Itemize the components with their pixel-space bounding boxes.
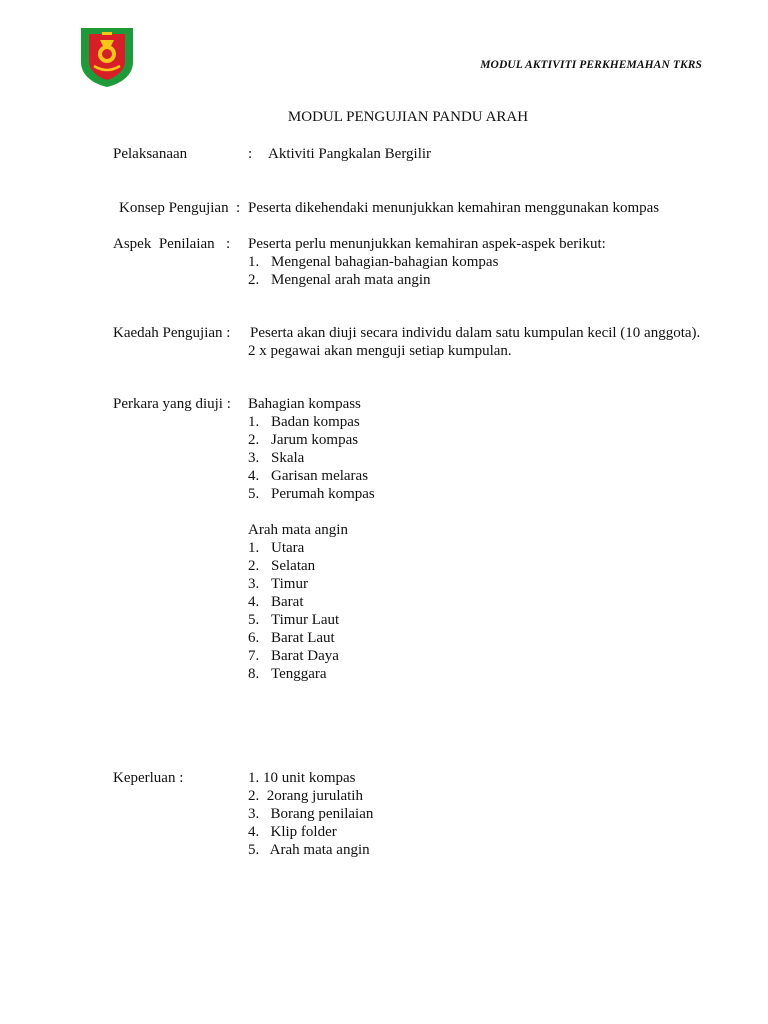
list-item: 2. Jarum kompas: [248, 432, 359, 448]
aspek-content: [248, 235, 718, 289]
running-header: MODUL AKTIVITI PERKHEMAHAN TKRS: [480, 59, 702, 71]
kaedah-line-2: 2 x pegawai akan menguji setiap kumpulan.: [248, 343, 512, 359]
aspek-colon: :: [226, 236, 231, 252]
list-item: 3. Timur: [248, 576, 308, 592]
perkara-label: Perkara yang diuji :: [113, 396, 231, 412]
list-item: 2. Selatan: [248, 558, 316, 574]
group-title: Arah mata angin: [248, 522, 348, 538]
aspek-intro: Peserta perlu menunjukkan kemahiran aspek-aspek berikut:: [248, 236, 606, 252]
kaedah-line-1: Peserta akan diuji secara individu dalam satu kumpulan kecil (10 anggota).: [250, 325, 701, 341]
list-item: 3. Borang penilaian: [248, 806, 374, 822]
kaedah-label: Kaedah Pengujian :: [113, 325, 231, 341]
keperluan-content: [248, 769, 718, 859]
pelaksanaan-label: Pelaksanaan: [113, 146, 188, 162]
list-item: 5. Perumah kompas: [248, 486, 375, 502]
keperluan-label: Keperluan :: [113, 770, 184, 786]
list-item: 5. Timur Laut: [248, 612, 340, 628]
list-item: 7. Barat Daya: [248, 648, 339, 664]
konsep-colon: :: [236, 200, 241, 216]
list-item: 2. Mengenal arah mata angin: [248, 272, 431, 288]
group-title: Bahagian kompass: [248, 396, 361, 412]
list-item: 4. Barat: [248, 594, 304, 610]
list-item: 4. Klip folder: [248, 824, 337, 840]
perkara-content: [248, 395, 718, 683]
list-item: 2. 2orang jurulatih: [248, 788, 363, 804]
list-item: 4. Garisan melaras: [248, 468, 369, 484]
aspek-label: Aspek Penilaian: [113, 236, 215, 252]
list-item: 1. Mengenal bahagian-bahagian kompas: [248, 254, 499, 270]
list-item: 1. Badan kompas: [248, 414, 360, 430]
pelaksanaan-value: Aktiviti Pangkalan Bergilir: [268, 146, 432, 162]
konsep-label: Konsep Pengujian: [119, 200, 229, 216]
list-item: 6. Barat Laut: [248, 630, 335, 646]
kaedah-content: [248, 324, 718, 360]
konsep-value: Peserta dikehendaki menunjukkan kemahiran menggunakan kompas: [248, 200, 660, 216]
pelaksanaan-colon: :: [248, 146, 253, 162]
list-item: 1. Utara: [248, 540, 305, 556]
list-item: 8. Tenggara: [248, 666, 327, 682]
list-item: 5. Arah mata angin: [248, 842, 370, 858]
crest-emblem-icon: [78, 26, 136, 88]
document-title: MODUL PENGUJIAN PANDU ARAH: [287, 109, 529, 125]
list-item: 1. 10 unit kompas: [248, 770, 356, 786]
list-item: 3. Skala: [248, 450, 305, 466]
